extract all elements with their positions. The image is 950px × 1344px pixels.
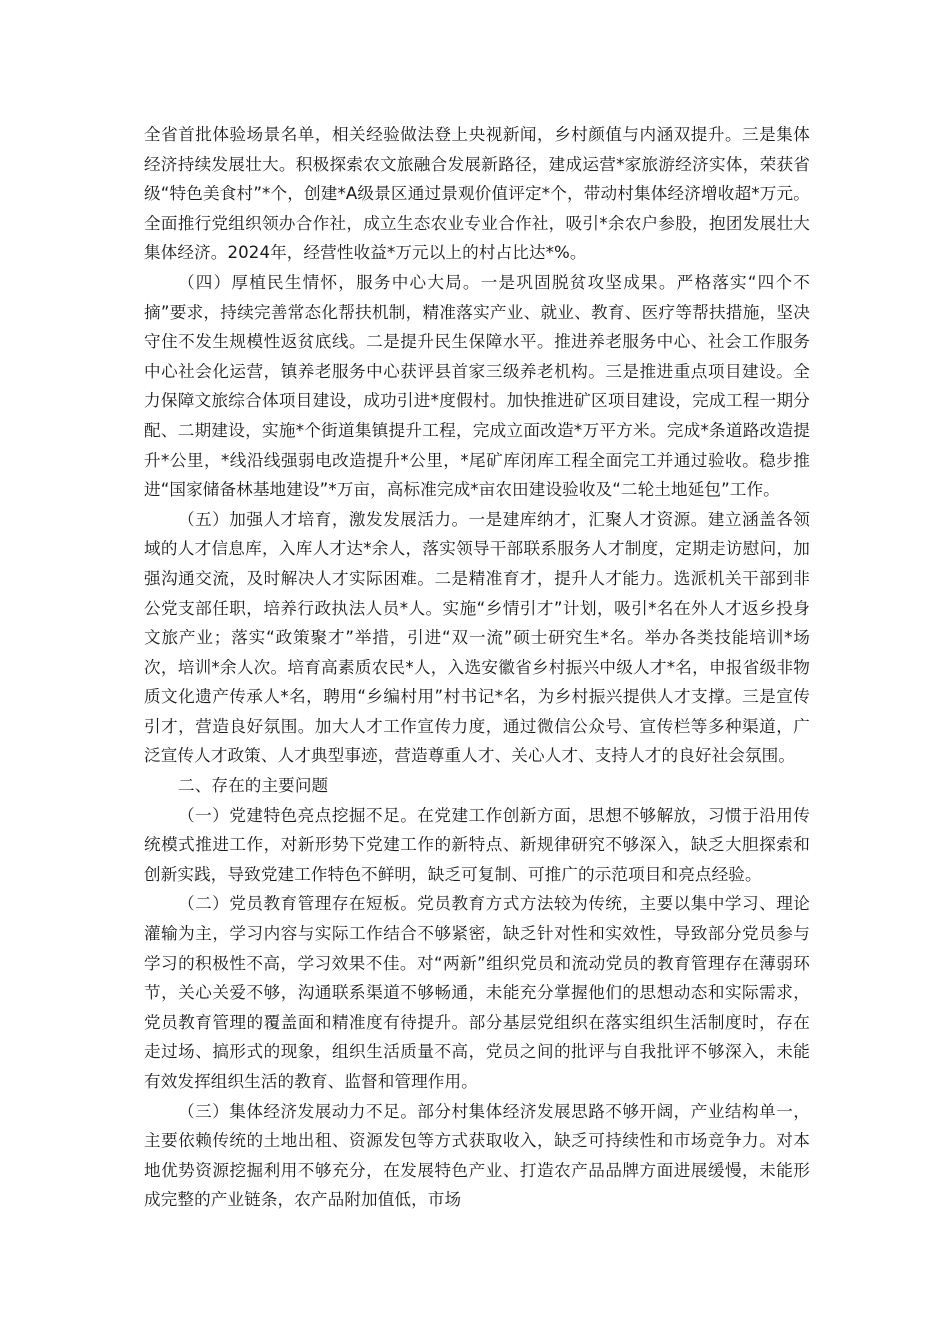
paragraph-3: （五）加强人才培育，激发发展活力。一是建库纳才，汇聚人才资源。建立涵盖各领域的人才信息库，入库人才达*余人，落实领导干部联系服务人才制度，定期走访慰问，加强沟通交流，及时解决人才实际困难。二是精准育才，提升人才能力。选派机关干部到非公党支部任职，培养行政执法人员*人。实施“乡情引才”计划，吸引*名在外人才返乡投身文旅产业；落实“政策聚才”举措，引进“双一流”硕士研究生*名。举办各类技能培训*场次，培训*余人次。培育高素质农民*人，入选安徽省乡村振兴中级人才*名，申报省级非物质文化遗产传承人*名，聘用“乡编村用”村书记*名，为乡村振兴提供人才支撑。三是宣传引才，营造良好氛围。加大人才工作宣传力度，通过微信公众号、宣传栏等多种渠道，广泛宣传人才政策、人才典型事迹，营造尊重人才、关心人才、支持人才的良好社会氛围。 <box>144 509 810 766</box>
paragraph-2: （四）厚植民生情怀，服务中心大局。一是巩固脱贫攻坚成果。严格落实“四个不摘”要求，持续完善常态化帮扶机制，精准落实产业、就业、教育、医疗等帮扶措施，坚决守住不发生规模性返贫底线。二是提升民生保障水平。推进养老服务中心、社会工作服务中心社会化运营，镇养老服务中心获评县首家三级养老机构。三是推进重点项目建设。全力保障文旅综合体项目建设，成功引进*度假村。加快推进矿区项目建设，完成工程一期分配、二期建设，实施*个街道集镇提升工程，完成立面改造*万平方米。完成*条道路改造提升*公里，*线沿线强弱电改造提升*公里，*尾矿库闭库工程全面完工并通过验收。稳步推进“国家储备林基地建设”*万亩，高标准完成*亩农田建设验收及“二轮土地延包”工作。 <box>144 272 810 500</box>
paragraph-5: （一）党建特色亮点挖掘不足。在党建工作创新方面，思想不够解放，习惯于沿用传统模式推进工作，对新形势下党建工作的新特点、新规律研究不够深入，缺乏大胆探索和创新实践，导致党建工作特色不鲜明，缺乏可复制、可推广的示范项目和亮点经验。 <box>144 805 810 884</box>
paragraph-7: （三）集体经济发展动力不足。部分村集体经济发展思路不够开阔，产业结构单一，主要依赖传统的土地出租、资源发包等方式获取收入，缺乏可持续性和市场竞争力。对本地优势资源挖掘利用不够充分，在发展特色产业、打造农产品品牌方面进展缓慢，未能形成完整的产业链条，农产品附加值低，市场 <box>144 1101 810 1210</box>
paragraph-6: （二）党员教育管理存在短板。党员教育方式方法较为传统，主要以集中学习、理论灌输为主，学习内容与实际工作结合不够紧密，缺乏针对性和实效性，导致部分党员参与学习的积极性不高，学习效果不佳。对“两新”组织党员和流动党员的教育管理存在薄弱环节，关心关爱不够，沟通联系渠道不够畅通，未能充分掌握他们的思想动态和实际需求，党员教育管理的覆盖面和精准度有待提升。部分基层党组织在落实组织生活制度时，存在走过场、搞形式的现象，组织生活质量不高，党员之间的批评与自我批评不够深入，未能有效发挥组织生活的教育、监督和管理作用。 <box>144 894 810 1091</box>
section-heading-2: 二、存在的主要问题 <box>178 776 329 796</box>
document-page <box>144 120 810 1215</box>
paragraph-1: 全省首批体验场景名单，相关经验做法登上央视新闻，乡村颜值与内涵双提升。三是集体经济持续发展壮大。积极探索农文旅融合发展新路径，建成运营*家旅游经济实体，荣获省级“特色美食村”*个，创建*A级景区通过景观价值评定*个，带动村集体经济增收超*万元。全面推行党组织领办合作社，成立生态农业专业合作社，吸引*余农户参股，抱团发展壮大集体经济。2024年，经营性收益*万元以上的村占比达*%。 <box>144 125 810 263</box>
